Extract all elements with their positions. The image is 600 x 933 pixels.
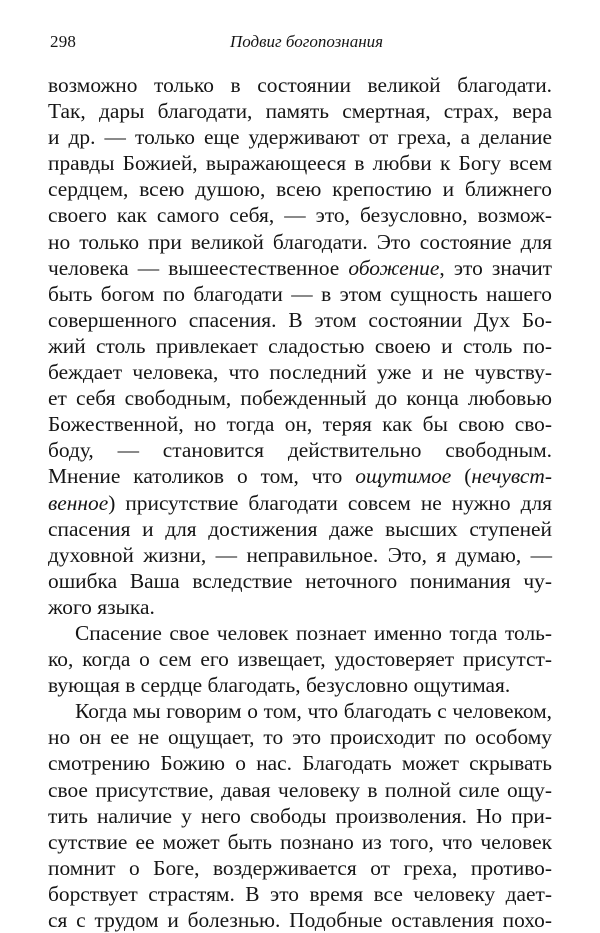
text-segment: но он ее не ощущает, то это происходит по особому	[48, 725, 552, 750]
text-line	[48, 777, 552, 803]
text-line	[48, 124, 552, 150]
text-segment: Божественной, но тогда он, теряя как бы свою сво-	[48, 412, 552, 437]
text-line	[48, 359, 552, 385]
text-segment: борствует страстям. В это время все человеку дает-	[48, 881, 552, 906]
text-segment: сердцем, всею душою, всею крепостию и ближнего	[48, 177, 552, 202]
text-line	[48, 98, 552, 124]
text-segment: боду, — становится действительно свободным.	[48, 438, 552, 463]
emphasis-text: обожение	[348, 255, 440, 280]
text-segment: совершенного спасения. В этом состоянии Дух Бо-	[48, 307, 552, 332]
text-line	[48, 490, 552, 516]
emphasis-text: нечувст-	[471, 464, 552, 489]
text-line	[48, 516, 552, 542]
text-segment: человека — вышеестественное	[48, 255, 349, 280]
text-segment: духовной жизни, — неправильное. Это, я думаю, —	[48, 542, 552, 567]
text-segment: жий столь привлекает сладостью своею и столь по-	[48, 333, 552, 358]
text-line	[48, 385, 552, 411]
text-segment: свое присутствие, давая человеку в полной силе ощу-	[48, 777, 552, 802]
text-line	[48, 542, 552, 568]
text-line	[48, 437, 552, 463]
text-segment: Так, дары благодати, память смертная, страх, вера	[48, 99, 552, 124]
text-line	[48, 72, 552, 98]
text-line	[48, 255, 552, 281]
text-segment: беждает человека, что последний уже и не чувству-	[48, 360, 552, 385]
text-segment: правды Божией, выражающееся в любви к Богу всем	[48, 151, 552, 176]
text-line	[48, 803, 552, 829]
text-line	[48, 594, 552, 620]
text-segment: вующая в сердце благодать, безусловно ощутимая.	[48, 673, 511, 698]
text-line	[48, 672, 552, 698]
text-segment: быть богом по благодати — в этом сущность нашего	[48, 281, 552, 306]
text-segment: (	[451, 464, 472, 489]
emphasis-text: ощутимое	[355, 464, 452, 489]
text-segment: ся с трудом и болезнью. Подобные оставления похо-	[48, 908, 552, 932]
page-number: 298	[50, 32, 77, 51]
text-line	[48, 750, 552, 776]
text-segment: но только при великой благодати. Это состояние для	[48, 229, 552, 254]
text-line	[48, 307, 552, 333]
text-line	[48, 202, 552, 228]
running-title: Подвиг богопознания	[230, 32, 384, 51]
body-text	[48, 72, 552, 933]
text-segment: сутствие ее может быть познано из того, что человек	[48, 829, 552, 854]
text-line	[48, 724, 552, 750]
text-segment: Спасение свое человек познает именно тогда толь-	[75, 620, 552, 645]
text-line	[48, 150, 552, 176]
text-line	[48, 855, 552, 881]
text-segment: жого языка.	[48, 594, 155, 619]
text-segment: Мнение католиков о том, что	[48, 464, 356, 489]
text-line	[48, 829, 552, 855]
emphasis-text: венное	[48, 490, 109, 515]
text-segment: возможно только в состоянии великой благодати.	[48, 73, 552, 97]
text-segment: спасения и для достижения даже высших ступеней	[48, 516, 552, 541]
text-segment: тить наличие у него свободы произволения. Но при-	[48, 803, 552, 828]
text-segment: своего как самого себя, — это, безусловно, возмож-	[48, 203, 552, 228]
text-segment: и др. — только еще удерживают от греха, а делание	[48, 125, 552, 150]
page-header	[50, 32, 550, 54]
text-segment: смотрению Божию о нас. Благодать может скрывать	[48, 751, 552, 776]
text-line	[48, 620, 552, 646]
text-segment: ко, когда о сем его извещает, удостоверяет присутст-	[48, 647, 552, 672]
text-segment: Когда мы говорим о том, что благодать с человеком,	[75, 699, 552, 724]
text-segment: ошибка Ваша вследствие неточного понимания чу-	[48, 568, 552, 593]
text-line	[48, 333, 552, 359]
text-line	[48, 176, 552, 202]
text-line	[48, 411, 552, 437]
text-line	[48, 881, 552, 907]
text-line	[48, 568, 552, 594]
text-line	[48, 281, 552, 307]
text-line	[48, 646, 552, 672]
text-line	[48, 229, 552, 255]
text-line	[48, 907, 552, 933]
text-segment: , это значит	[439, 255, 552, 280]
text-segment: помнит о Боге, воздерживается от греха, противо-	[48, 855, 552, 880]
text-segment: ) присутствие благодати совсем не нужно для	[108, 490, 552, 515]
text-line	[48, 698, 552, 724]
text-segment: ет себя свободным, побежденный до конца любовью	[48, 386, 552, 411]
text-line	[48, 463, 552, 489]
